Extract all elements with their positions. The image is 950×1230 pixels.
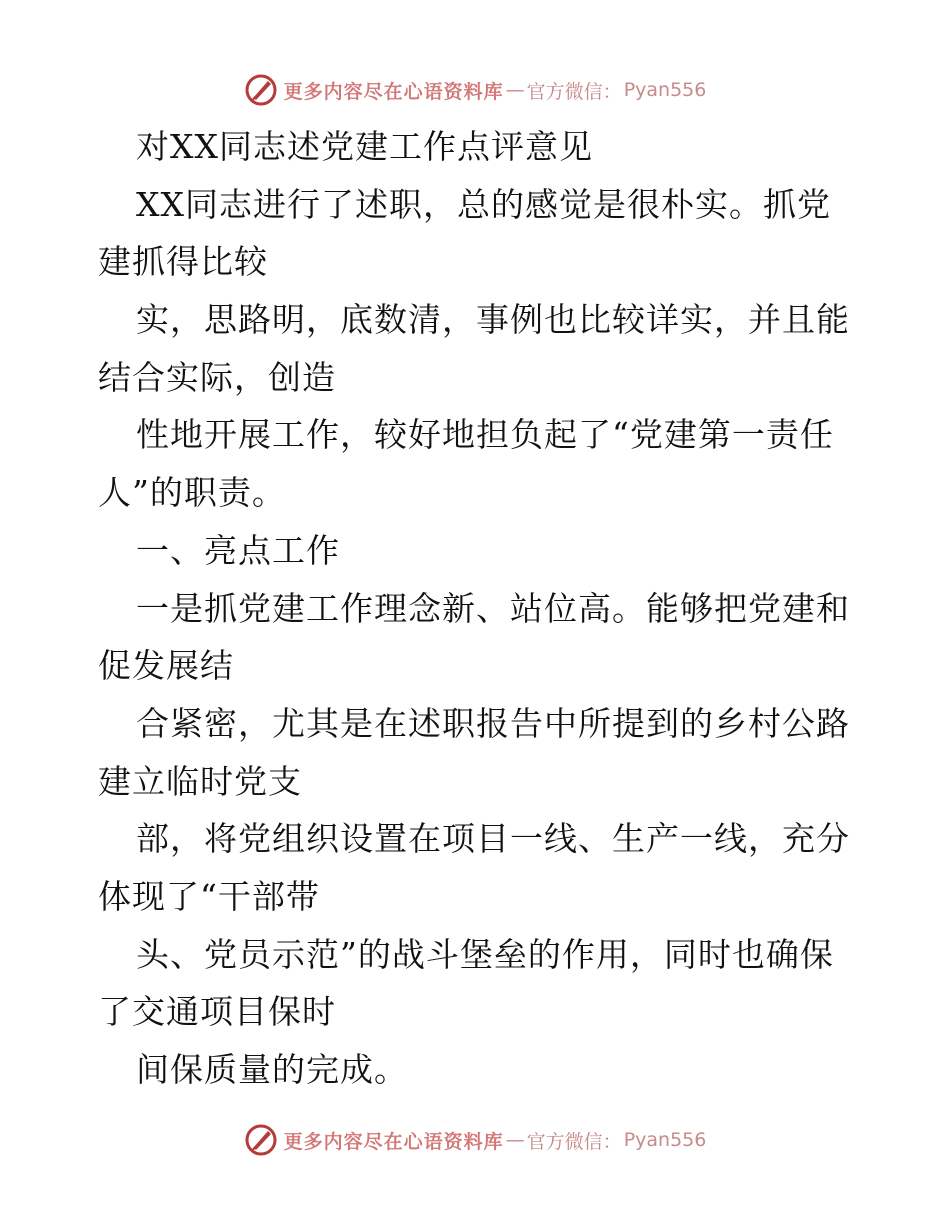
doc-line: XX同志进行了述职，总的感觉是很朴实。抓党: [136, 184, 831, 224]
footer-banner: [0, 1120, 950, 1160]
banner-wechat-label: 官方微信：: [526, 1130, 622, 1153]
banner-wechat-label: 官方微信：: [526, 80, 622, 103]
banner-dash: —: [505, 79, 525, 101]
banner-site-name: 更多内容尽在心语资料库: [283, 80, 504, 103]
doc-line: 实，思路明，底数清，事例也比较详实，并且能: [136, 300, 850, 340]
doc-line: 体现了“干部带: [98, 876, 320, 916]
doc-line: 建立临时党支: [98, 761, 302, 801]
doc-line: 间保质量的完成。: [136, 1050, 408, 1089]
header-banner: [0, 70, 950, 110]
banner-dash: —: [505, 1129, 525, 1151]
doc-line: 建抓得比较: [98, 242, 268, 282]
doc-line: 促发展结: [98, 646, 234, 686]
quill-logo-icon: [244, 1123, 278, 1157]
doc-line: 一是抓党建工作理念新、站位高。能够把党建和: [136, 588, 850, 628]
doc-line: 合紧密，尤其是在述职报告中所提到的乡村公路: [136, 703, 850, 743]
banner-wechat-id: Pyan556: [623, 1129, 707, 1151]
quill-logo-icon: [244, 73, 278, 107]
doc-line: 头、党员示范”的战斗堡垒的作用，同时也确保: [136, 934, 834, 974]
doc-line: 结合实际，创造: [98, 357, 336, 397]
banner-site-name: 更多内容尽在心语资料库: [283, 1130, 504, 1153]
doc-title: 对XX同志述党建工作点评意见: [136, 127, 593, 166]
doc-line: 了交通项目保时: [98, 992, 336, 1032]
banner-wechat-id: Pyan556: [623, 79, 707, 101]
doc-line: 性地开展工作，较好地担负起了“党建第一责任: [136, 415, 834, 455]
doc-line: 部，将党组织设置在项目一线、生产一线，充分: [136, 819, 850, 859]
doc-line: 人”的职责。: [98, 473, 286, 513]
document-body: [98, 118, 858, 1099]
section-heading: 一、亮点工作: [136, 530, 340, 570]
